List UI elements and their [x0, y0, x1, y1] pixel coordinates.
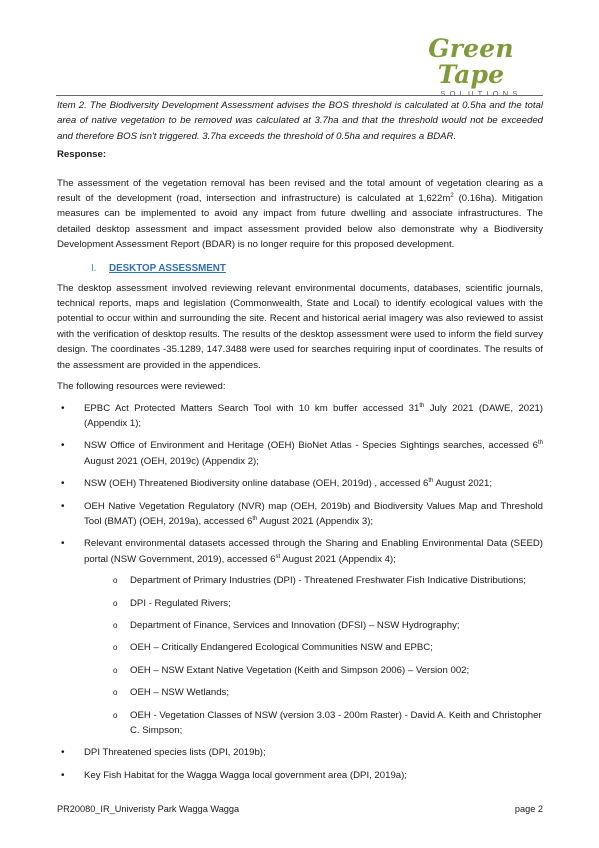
list-item-superscript: th [537, 440, 543, 447]
bullet-icon: • [61, 769, 65, 781]
list-item-text-end: July 2021 (DAWE, 2021) (Appendix 1); [84, 402, 543, 429]
circle-bullet-icon: o [113, 576, 118, 586]
list-item-text-end: August 2021 (Appendix 4); [280, 553, 396, 565]
footer-page-number: page 2 [514, 804, 543, 814]
list-item-text-end: August 2021; [433, 478, 493, 490]
section-title: DESKTOP ASSESSMENT [109, 262, 226, 274]
response-label: Response: [57, 149, 107, 161]
resources-intro: The following resources were reviewed: [57, 381, 226, 393]
section-number: I. [91, 262, 97, 274]
response-paragraph [57, 176, 543, 253]
list-item [57, 499, 543, 530]
logo-wordmark: Green Tape [428, 34, 514, 89]
company-logo [401, 34, 541, 98]
list-item-superscript: th [419, 402, 425, 409]
page-footer [57, 804, 543, 814]
sub-list-item-text: OEH – Critically Endangered Ecological Communities NSW and EPBC; [130, 642, 433, 654]
list-item [57, 438, 543, 469]
seed-datasets-list [84, 573, 543, 738]
bullet-icon: • [61, 478, 65, 490]
desktop-assessment-paragraph: The desktop assessment involved reviewing relevant environmental documents, databases, scientific journals, technical reports, maps and legislation (Commonwealth, State and Local) to identify ecological values with the potential to occur within and surrounding the site. Recent and historical aerial imagery was also reviewed to assist with the verification of desktop results. The results of the desktop assessment were used to inform the field survey design. The coordinates -35.1289, 147.3488 were used for searches requiring input of coordinates. The results of the assessment are provided in the appendices. [57, 282, 543, 371]
list-item-text-end: August 2021 (OEH, 2019c) (Appendix 2); [84, 455, 259, 467]
header-divider [56, 95, 543, 96]
sub-list-item-text: OEH – NSW Wetlands; [130, 687, 229, 699]
list-item [57, 401, 543, 432]
sub-list-item [84, 618, 543, 633]
circle-bullet-icon: o [113, 688, 118, 698]
response-text-part1: The assessment of the vegetation removal has been revised and the total amount of vegetation clearing as a result of the development (road, intersection and infrastructure) is calculated at 1,622m [57, 177, 543, 205]
footer-document-id: PR20080_IR_Univeristy Park Wagga Wagga [57, 804, 240, 814]
circle-bullet-icon: o [113, 710, 118, 720]
item-2-text: Item 2. The Biodiversity Development Assessment advises the BOS threshold is calculated at 0.5ha and the total area of native vegetation to be removed was calculated at 3.7ha and that the threshold would not be exceeded and therefore BOS isn't triggered. 3.7ha exceeds the threshold of 0.5ha and requires a BDAR. [57, 100, 543, 142]
list-item-text: Relevant environmental datasets accessed through the Sharing and Enabling Environmental Data (SEED) portal (NSW Government, 2019), accessed 6 [84, 538, 543, 565]
sub-list-item [84, 640, 543, 655]
list-item [57, 476, 543, 491]
section-heading [91, 263, 543, 274]
response-text-superscript: 2 [450, 192, 454, 199]
resources-list [57, 401, 543, 784]
sub-list-item-text: OEH - Vegetation Classes of NSW (version 3.03 - 200m Raster) - David A. Keith and Christopher C. Simpson; [130, 709, 542, 736]
list-item [57, 536, 543, 738]
bullet-icon: • [61, 747, 65, 759]
sub-list-item-text: DPI - Regulated Rivers; [130, 597, 231, 609]
circle-bullet-icon: o [113, 643, 118, 653]
bullet-icon: • [61, 402, 65, 414]
bullet-icon: • [61, 440, 65, 452]
sub-list-item-text: Department of Finance, Services and Innovation (DFSI) – NSW Hydrography; [130, 619, 460, 631]
list-item [57, 745, 543, 760]
list-item-text: DPI Threatened species lists (DPI, 2019b); [84, 747, 266, 759]
list-item [57, 768, 543, 783]
list-item-superscript: st [275, 553, 281, 560]
circle-bullet-icon: o [113, 598, 118, 608]
sub-list-item [84, 708, 543, 739]
circle-bullet-icon: o [113, 665, 118, 675]
sub-list-item [84, 663, 543, 678]
circle-bullet-icon: o [113, 620, 118, 630]
sub-list-item [84, 685, 543, 700]
bullet-icon: • [61, 500, 65, 512]
list-item-text: NSW Office of Environment and Heritage (OEH) BioNet Atlas - Species Sightings searches, accessed 6 [84, 440, 538, 452]
response-text-part2: (0.16ha). Mitigation measures can be implemented to avoid any impact from future dwelling and associate infrastructures. The detailed desktop assessment and impact assessment provided below also demonstrate why a Biodiversity Development Assessment Report (BDAR) is no longer require for this proposed development. [57, 193, 543, 251]
sub-list-item [84, 573, 543, 588]
sub-list-item-text: OEH – NSW Extant Native Vegetation (Keith and Simpson 2006) – Version 002; [130, 664, 470, 676]
list-item-text: Key Fish Habitat for the Wagga Wagga local government area (DPI, 2019a); [84, 769, 407, 781]
sub-list-item-text: Department of Primary Industries (DPI) - Threatened Freshwater Fish Indicative Distributions; [130, 575, 526, 587]
list-item-text: OEH Native Vegetation Regulatory (NVR) map (OEH, 2019b) and Biodiversity Values Map and Threshold Tool (BMAT) (OEH, 2019a), accessed 6 [84, 500, 543, 527]
bullet-icon: • [61, 538, 65, 550]
logo-tagline: SOLUTIONS [440, 89, 522, 98]
list-item-text: EPBC Act Protected Matters Search Tool with 10 km buffer accessed 31 [84, 402, 420, 414]
sub-list-item [84, 596, 543, 611]
list-item-text-end: August 2021 (Appendix 3); [257, 515, 374, 527]
page-content [57, 98, 543, 790]
list-item-superscript: th [428, 477, 434, 484]
list-item-text: NSW (OEH) Threatened Biodiversity online database (OEH, 2019d) , accessed 6 [84, 478, 429, 490]
list-item-superscript: th [252, 515, 258, 522]
